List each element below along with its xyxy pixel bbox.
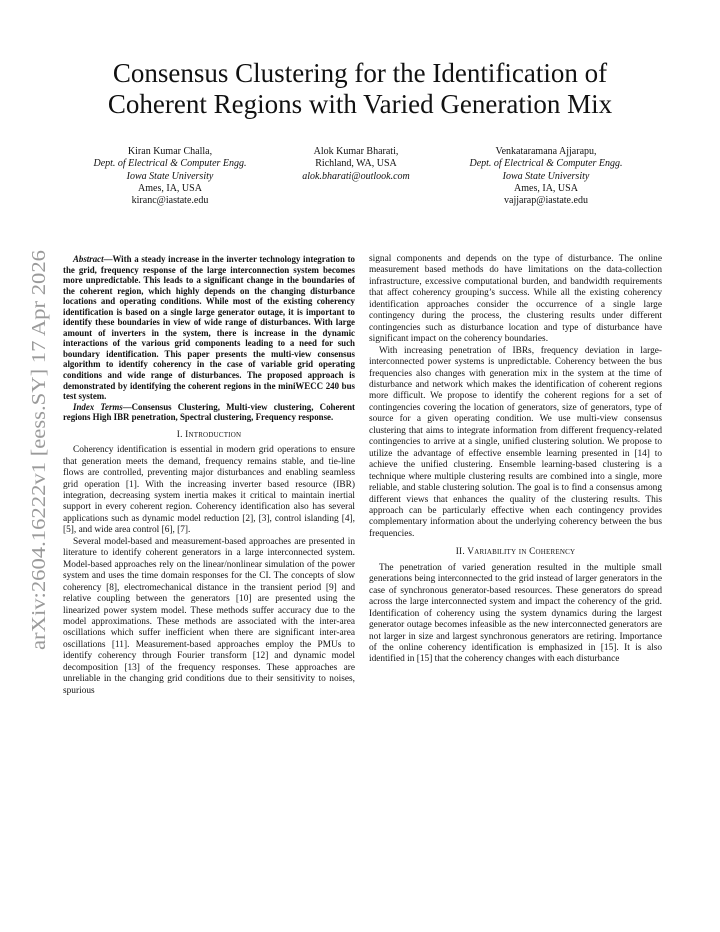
index-terms-text: —Consensus Clustering, Multi-view clustering, Coherent regions High IBR penetration, Spectral clustering, Frequency response. [63,401,355,423]
section-heading-variability: II. Variability in Coherency [455,547,576,558]
abstract-lead: Abstract [73,254,104,264]
title-line-2: Coherent Regions with Varied Generation Mix [107,89,613,119]
right-column [369,254,662,666]
author-department: Dept. of Electrical & Computer Engg. [469,158,623,170]
abstract-text: —With a steady increase in the inverter technology integration to the grid, frequency response of the large interconnection system becomes more unpredictable. This leads to a significant change in the boundaries of the coherent region, which highly depends on the changing disturbance locations and operating conditions. While most of the existing coherency identification is based on a single large generator outage, it is important to identify these boundaries in view of wide range of disturbances. With large amount of inverters in the system, there is increase in the dynamic interactions of the various grid components leading to a need for such boundary identification. This paper presents the multi-view consensus algorithm to identify coherency in the case of variable grid operating conditions and wide range of disturbances. The proposed approach is demonstrated by identifying the coherent regions in the miniWECC 240 bus test system. [63,254,355,402]
arxiv-identifier-text: arXiv:2604.16222v1 [eess.SY] 17 Apr 2026 [28,296,50,650]
author-name: Venkataramana Ajjarapu, [495,146,597,157]
author-3 [432,146,660,207]
author-name: Alok Kumar Bharati, [313,146,399,157]
author-university: Iowa State University [502,170,590,182]
arxiv-identifier-stamp [19,250,55,650]
index-terms [63,402,355,423]
author-1 [60,146,280,207]
author-city: Ames, IA, USA [514,182,578,194]
intro-paragraph-2-continued: signal components and depends on the type of disturbance. The online measurement based methods do have limitations on the data-collection infrastructure, excessive computational burden, and bandwidth requirements that affect coherency grouping’s success. While all the existing coherency identification approaches consider the occurrence of a single large contingency during the process, the clustering results under different contingencies such as disturbance location and type of disturbance have significant impact on the coherency boundaries. [369,254,662,345]
abstract [63,254,355,402]
section-heading-introduction: I. Introduction [176,429,242,440]
author-city: Ames, IA, USA [138,182,202,194]
author-department: Dept. of Electrical & Computer Engg. [93,158,247,170]
author-block [60,146,660,226]
title-line-1: Consensus Clustering for the Identification of [112,58,608,88]
author-name: Kiran Kumar Challa, [127,146,213,157]
author-2 [286,146,426,183]
paper-title [60,58,660,120]
author-university: Iowa State University [126,170,214,182]
index-terms-lead: Index Terms [73,401,123,412]
author-email: alok.bharati@outlook.com [302,170,410,182]
intro-paragraph-3: With increasing penetration of IBRs, frequency deviation in large-interconnected power systems is unpredictable. Coherency between the bus frequencies also changes with generation mix in the system at the time of disturbance and network which makes the identification of coherent regions more difficult. We propose to identify the coherent regions for a set of contingencies covering the location of generators, size of generators, type of source for a given operating condition. We use multi-view consensus clustering that aims to integrate information from different frequency-related contingencies to arrive at a single, unified clustering solution. We propose to utilize the advantage of effective ensemble learning presented in [14] to achieve the unified clustering. Ensemble learning-based clustering is a technique where multiple clustering results are combined into a single, more reliable, and stable clustering solution. The goal is to find a consensus among different views that enhances the quality of the clustering results. This approach can be particularly effective when each contingency provides complementary information about the underlying coherency between the bus frequencies. [369,345,662,539]
left-column [63,254,355,697]
variability-paragraph-1: The penetration of varied generation resulted in the multiple small generations being interconnected to the grid instead of larger generators in the case of synchronous generator-based resources. These generators do spread across the large interconnected system and impact the coherency of the grid. Identification of coherency using the system dynamics during the largest generator outage becomes infeasible as the new interconnected generators are not larger in size and largest synchronous generators are retiring. Importance of the online coherency identification is emphasized in [15]. It is also identified in [15] that the coherency changes with each disturbance [369,562,662,665]
intro-paragraph-1: Coherency identification is essential in modern grid operations to ensure that generation meets the demand, frequency remains stable, and tie-line flows are controlled, preventing major disturbances and enabling seamless grid operation [1]. With the increasing inverter based resource (IBR) integration, decreasing system inertia makes it critical to maintain inertial support in every coherent region. Coherency identification also has several applications such as dynamic model reduction [2], [3], control islanding [4], [5], and wide area control [6], [7]. [63,445,355,536]
intro-paragraph-2: Several model-based and measurement-based approaches are presented in literature to identify coherent generators in a large interconnected system. Model-based approaches rely on the linear/nonlinear simulation of the power system and uses the time domain responses for the CI. The concepts of slow coherency [8], electromechanical distance in the transient period [9] and relative coupling between the generators [10] are presented using the linearized power system model. These methods suffer accuracy due to the model approximations. These methods are associated with the inter-area oscillations which suffer inefficient when there are significant inter-area oscillations [11]. Measurement-based approaches employ the PMUs to identify coherency through Fourier transform [12] and dynamic model decomposition [13] of the frequency responses. These approaches are unreliable in the changing grid conditions due to their sensitivity to noises, spurious [63,536,355,696]
author-city: Richland, WA, USA [315,158,397,170]
author-email: vajjarap@iastate.edu [504,195,588,207]
author-email: kiranc@iastate.edu [131,195,209,207]
